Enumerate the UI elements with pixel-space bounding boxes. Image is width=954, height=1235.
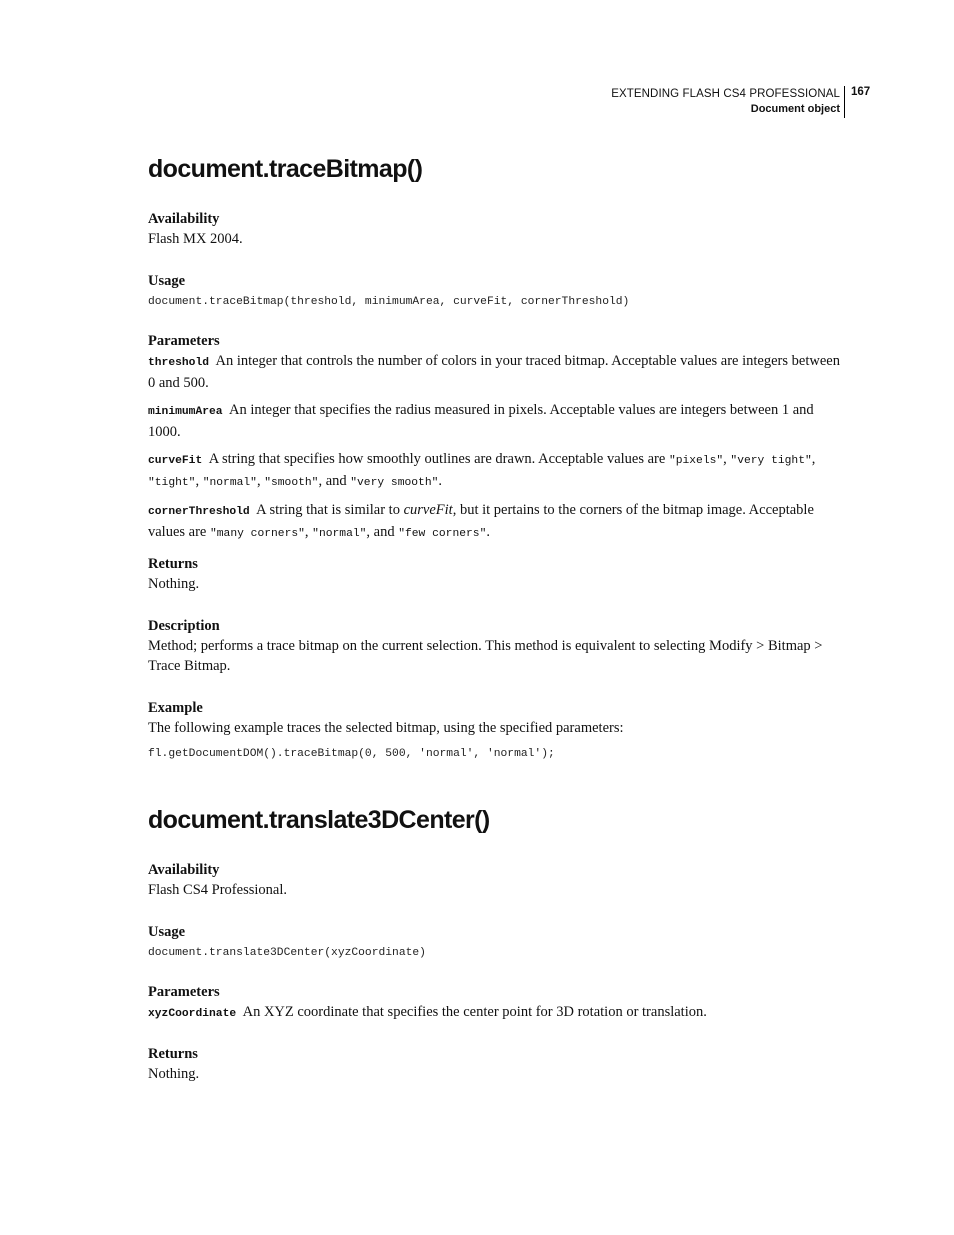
example-block <box>148 698 842 762</box>
parameters-block <box>148 331 842 544</box>
returns-heading: Returns <box>148 1046 198 1062</box>
value-literal: "very tight" <box>730 455 812 467</box>
param-name: curveFit <box>148 455 203 467</box>
usage-heading: Usage <box>148 924 186 940</box>
availability-heading: Availability <box>148 862 220 878</box>
value-literal: "few corners" <box>398 528 487 540</box>
description-heading: Description <box>148 618 220 634</box>
value-literal: "smooth" <box>264 477 319 489</box>
description-text: Method; performs a trace bitmap on the current selection. This method is equivalent to selecting Modify > Bitmap > Trace Bitmap. <box>148 638 823 674</box>
param-xyzcoordinate <box>148 1002 842 1024</box>
availability-heading: Availability <box>148 211 220 227</box>
example-heading: Example <box>148 700 203 716</box>
page-number: 167 <box>851 86 871 98</box>
section-name: Document object <box>750 103 840 115</box>
value-literal: "very smooth" <box>350 477 439 489</box>
availability-block <box>148 209 842 249</box>
conjunction: and <box>373 524 395 540</box>
availability-text: Flash CS4 Professional. <box>148 882 287 898</box>
param-desc: An integer that specifies the radius measured in pixels. Acceptable values are integers between 1 and 1000. <box>148 402 814 440</box>
param-name: cornerThreshold <box>148 506 250 518</box>
param-name: xyzCoordinate <box>148 1008 237 1020</box>
parameters-heading: Parameters <box>148 333 220 349</box>
value-literal: "many corners" <box>210 528 305 540</box>
param-cornerthreshold: cornerThreshold A string that is similar to curveFit, but it pertains to the corners of the bitmap image. Acceptable values are "many corners", "normal", and "few corners". <box>148 502 814 540</box>
value-literal: "tight" <box>148 477 196 489</box>
param-name: minimumArea <box>148 406 223 418</box>
usage-code: document.traceBitmap(threshold, minimumArea, curveFit, cornerThreshold) <box>148 296 630 308</box>
returns-block-2 <box>148 1044 842 1084</box>
usage-heading: Usage <box>148 273 186 289</box>
value-literal: "normal" <box>312 528 367 540</box>
returns-text: Nothing. <box>148 576 200 592</box>
param-minimumarea <box>148 400 842 442</box>
usage-block-2 <box>148 922 842 961</box>
usage-code: document.translate3DCenter(xyzCoordinate) <box>148 947 426 959</box>
param-desc: A string that is similar to <box>256 502 400 518</box>
description-block <box>148 616 842 676</box>
availability-text: Flash MX 2004. <box>148 231 243 247</box>
header-divider <box>844 86 845 118</box>
usage-block <box>148 271 842 310</box>
conjunction: and <box>325 473 347 489</box>
param-reference: curveFit <box>403 502 453 518</box>
param-desc: An XYZ coordinate that specifies the center point for 3D rotation or translation. <box>242 1004 707 1020</box>
section-title-tracebitmap: document.traceBitmap() <box>148 155 423 183</box>
parameters-block-2 <box>148 982 842 1024</box>
returns-heading: Returns <box>148 556 198 572</box>
param-desc: An integer that controls the number of colors in your traced bitmap. Acceptable values are integers between 0 and 500. <box>148 353 840 391</box>
example-text: The following example traces the selected bitmap, using the specified parameters: <box>148 720 624 736</box>
param-name: threshold <box>148 357 210 369</box>
param-threshold <box>148 351 842 393</box>
running-header <box>611 87 840 117</box>
param-curvefit: curveFit A string that specifies how smoothly outlines are drawn. Acceptable values are "pixels", "very tight", "tight", "normal", "smooth", and "very smooth". <box>148 451 816 489</box>
availability-block-2 <box>148 860 842 900</box>
value-literal: "normal" <box>202 477 257 489</box>
book-title: EXTENDING FLASH CS4 PROFESSIONAL <box>611 88 840 100</box>
value-literal: "pixels" <box>668 455 724 467</box>
section-title-translate3dcenter: document.translate3DCenter() <box>148 806 490 834</box>
returns-text: Nothing. <box>148 1066 200 1082</box>
example-code: fl.getDocumentDOM().traceBitmap(0, 500, 'normal', 'normal'); <box>148 748 555 760</box>
param-desc: A string that specifies how smoothly outlines are drawn. Acceptable values are <box>208 451 666 467</box>
param-desc-cont: , but it pertains to the corners of the bitmap image. Acceptable values are <box>148 502 814 540</box>
returns-block <box>148 554 842 594</box>
parameters-heading: Parameters <box>148 984 220 1000</box>
